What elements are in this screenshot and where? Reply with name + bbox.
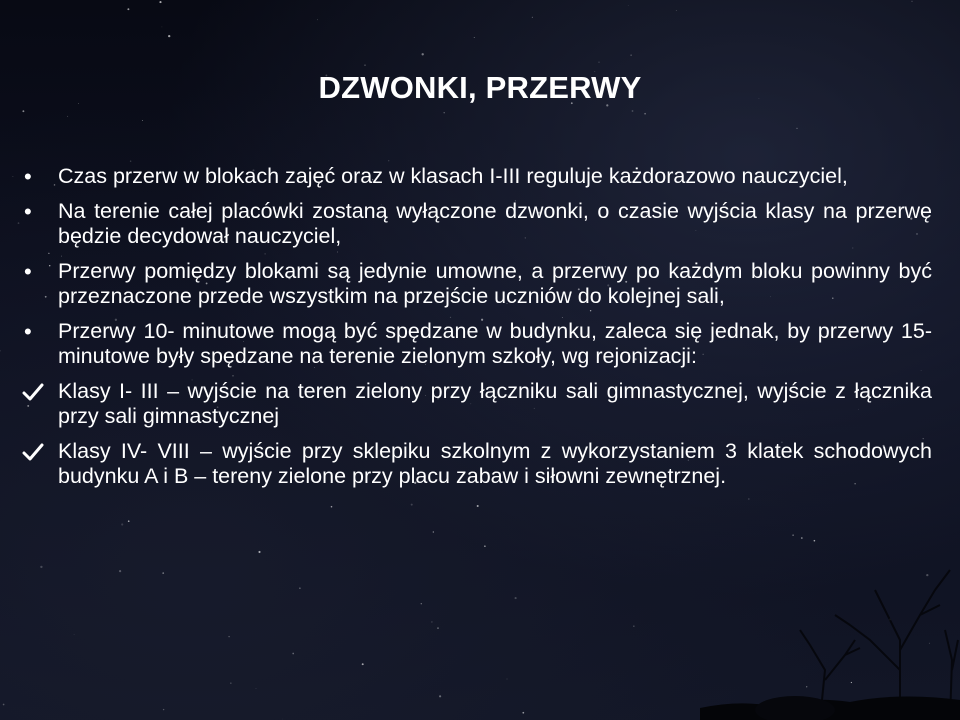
- bullet-item: [22, 259, 932, 310]
- item-text: Klasy I- III – wyjście na teren zielony przy łączniku sali gimnastycznej, wyjście z łącznika przy sali gimnastycznej: [58, 378, 932, 428]
- checkmark-icon: [22, 439, 58, 462]
- bullet-icon: •: [24, 164, 32, 189]
- item-text: Na terenie całej placówki zostaną wyłączone dzwonki, o czasie wyjścia klasy na przerwę będzie decydował nauczyciel,: [58, 198, 932, 248]
- item-text: Przerwy 10- minutowe mogą być spędzane w budynku, zaleca się jednak, by przerwy 15- minutowe były spędzane na terenie zielonym szkoły, wg rejonizacji:: [58, 318, 932, 368]
- bullet-icon: •: [24, 198, 32, 224]
- bullet-list: [22, 164, 932, 499]
- item-text: Czas przerw w blokach zajęć oraz w klasach I-III reguluje każdorazowo nauczyciel,: [58, 164, 848, 188]
- checklist-item: [22, 379, 932, 430]
- item-text: Przerwy pomiędzy blokami są jedynie umowne, a przerwy po każdym bloku powinny być przeznaczone przede wszystkim na przejście uczniów do kolejnej sali,: [58, 258, 932, 308]
- bullet-icon: •: [24, 258, 32, 284]
- bullet-item: [22, 319, 932, 370]
- checklist-item: [22, 439, 932, 490]
- item-text: Klasy IV- VIII – wyjście przy sklepiku szkolnym z wykorzystaniem 3 klatek schodowych budynku A i B – tereny zielone przy placu zabaw i siłowni zewnętrznej.: [58, 438, 932, 488]
- bullet-item: [22, 199, 932, 250]
- slide-title: DZWONKI, PRZERWY: [318, 70, 642, 105]
- bullet-icon: •: [24, 318, 32, 344]
- bullet-item: [22, 164, 932, 190]
- checkmark-icon: [22, 379, 58, 402]
